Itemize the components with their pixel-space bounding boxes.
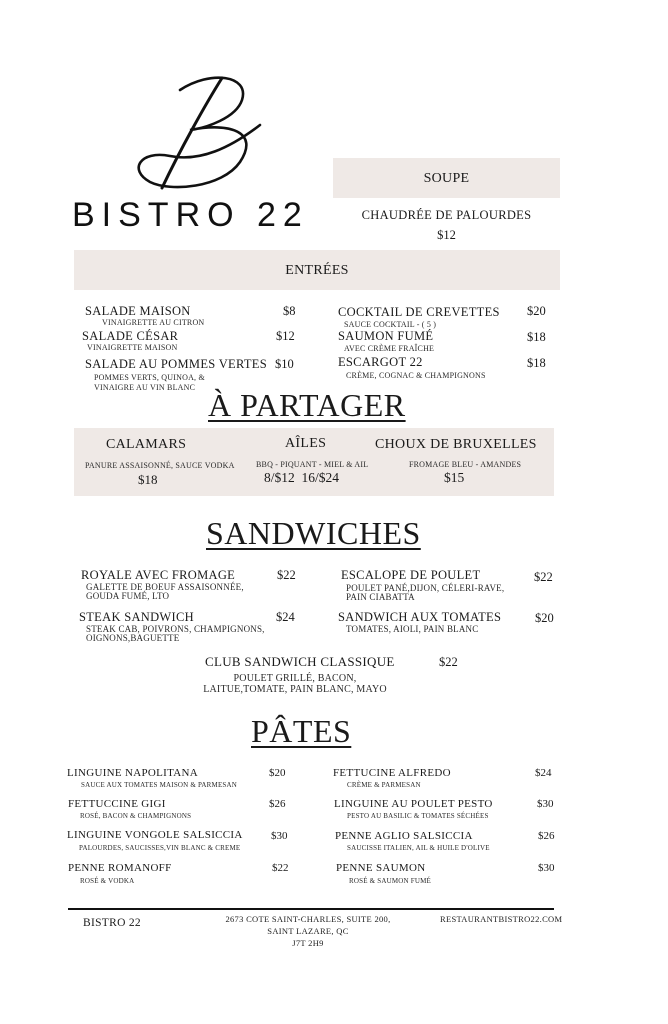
- pates-name: LINGUINE VONGOLE SALSICCIA: [67, 829, 243, 841]
- sandwich-desc: TOMATES, AIOLI, PAIN BLANC: [346, 624, 479, 634]
- entree-name: SAUMON FUMÉ: [338, 329, 434, 343]
- sandwich-desc: GOUDA FUMÉ, LTO: [86, 591, 170, 601]
- pates-desc: CRÈME & PARMESAN: [347, 781, 421, 789]
- soupe-item: CHAUDRÉE DE PALOURDES: [361, 208, 532, 222]
- soupe-price: $12: [437, 228, 456, 242]
- entree-desc: VINAIGRETTE AU CITRON: [102, 318, 205, 327]
- sandwich-price: $24: [276, 610, 295, 624]
- entree-name: ESCARGOT 22: [338, 355, 423, 369]
- pates-price: $26: [538, 830, 555, 842]
- brand-name: BISTRO 22: [72, 196, 309, 234]
- entree-price: $18: [527, 356, 546, 370]
- pates-desc: PALOURDES, SAUCISSES,VIN BLANC & CREME: [79, 844, 241, 852]
- entree-price: $10: [275, 357, 294, 371]
- club-sandwich-desc: POULET GRILLÉ, BACON,: [233, 673, 357, 684]
- sandwich-price: $22: [534, 570, 553, 584]
- pates-name: PENNE SAUMON: [336, 862, 426, 874]
- pates-desc: SAUCISSE ITALIEN, AIL & HUILE D'OLIVE: [347, 844, 490, 852]
- club-sandwich-price: $22: [439, 655, 458, 669]
- partager-price: $18: [138, 472, 158, 487]
- footer-divider: [68, 908, 554, 910]
- entree-desc: POMMES VERTS, QUINOA, &: [94, 373, 205, 382]
- entree-price: $18: [527, 330, 546, 344]
- footer-address-line2: SAINT LAZARE, QC: [267, 926, 349, 936]
- pates-name: LINGUINE NAPOLITANA: [67, 767, 198, 779]
- entree-name: SALADE CÉSAR: [82, 329, 179, 343]
- pates-desc: PESTO AU BASILIC & TOMATES SÉCHÉES: [347, 812, 489, 820]
- partager-name: AÎLES: [285, 436, 327, 451]
- pates-title: PÂTES: [251, 713, 352, 749]
- partager-price: $15: [444, 470, 465, 485]
- footer-website[interactable]: RESTAURANTBISTRO22.COM: [440, 914, 563, 924]
- pates-price: $24: [535, 767, 552, 779]
- pates-price: $26: [269, 798, 286, 810]
- entree-desc: VINAIGRETTE MAISON: [87, 343, 178, 352]
- entree-desc: CRÈME, COGNAC & CHAMPIGNONS: [346, 371, 486, 380]
- entree-price: $20: [527, 304, 546, 318]
- pates-price: $22: [272, 862, 289, 874]
- sandwiches-title: SANDWICHES: [206, 515, 421, 551]
- pates-name: FETTUCINE ALFREDO: [333, 767, 451, 779]
- partager-desc: BBQ - PIQUANT - MIEL & AIL: [256, 460, 369, 469]
- sandwich-name: ROYALE AVEC FROMAGE: [81, 568, 236, 582]
- pates-name: LINGUINE AU POULET PESTO: [334, 798, 493, 810]
- sandwich-name: ESCALOPE DE POULET: [341, 568, 481, 582]
- pates-name: FETTUCCINE GIGI: [68, 798, 166, 810]
- club-sandwich-desc: LAITUE,TOMATE, PAIN BLANC, MAYO: [203, 684, 387, 695]
- entree-name: COCKTAIL DE CREVETTES: [338, 305, 500, 319]
- entree-desc: SAUCE COCKTAIL - ( 5 ): [344, 320, 437, 329]
- entree-desc: AVEC CRÈME FRAÎCHE: [344, 344, 435, 353]
- pates-desc: SAUCE AUX TOMATES MAISON & PARMESAN: [81, 781, 238, 789]
- footer-brand: BISTRO 22: [83, 917, 141, 929]
- sandwich-desc: GALETTE DE BOEUF ASSAISONNÉE,: [86, 582, 244, 592]
- soupe-title: SOUPE: [423, 171, 470, 186]
- sandwich-name: STEAK SANDWICH: [79, 610, 194, 624]
- pates-name: PENNE AGLIO SALSICCIA: [335, 830, 473, 842]
- partager-price: 8/$12 16/$24: [264, 470, 340, 485]
- pates-desc: ROSÉ, BACON & CHAMPIGNONS: [80, 812, 192, 820]
- partager-desc: PANURE ASSAISONNÉ, SAUCE VODKA: [85, 461, 235, 470]
- pates-price: $30: [271, 830, 288, 842]
- entree-name: SALADE MAISON: [85, 304, 191, 318]
- partager-name: CHOUX DE BRUXELLES: [375, 437, 537, 452]
- pates-price: $30: [538, 862, 555, 874]
- partager-title: À PARTAGER: [208, 387, 406, 423]
- footer-address-line1: 2673 COTE SAINT-CHARLES, SUITE 200,: [225, 914, 391, 924]
- pates-desc: ROSÉ & SAUMON FUMÉ: [349, 877, 431, 885]
- sandwich-price: $22: [277, 568, 296, 582]
- pates-price: $20: [269, 767, 286, 779]
- sandwich-name: SANDWICH AUX TOMATES: [338, 610, 502, 624]
- sandwich-desc: POULET PANÉ,DIJON, CÉLERI-RAVE,: [346, 583, 505, 593]
- sandwich-desc: OIGNONS,BAGUETTE: [86, 633, 180, 643]
- club-sandwich-name: CLUB SANDWICH CLASSIQUE: [205, 654, 395, 669]
- partager-name: CALAMARS: [106, 437, 187, 452]
- entree-price: $12: [276, 329, 295, 343]
- sandwich-desc: STEAK CAB, POIVRONS, CHAMPIGNONS,: [86, 624, 265, 634]
- footer-address-line3: J7T 2H9: [292, 938, 324, 948]
- entrees-title: ENTRÉES: [285, 263, 349, 278]
- partager-desc: FROMAGE BLEU - AMANDES: [409, 460, 522, 469]
- sandwich-desc: PAIN CIABATTA: [346, 592, 415, 602]
- bistro-logo-b: [110, 70, 280, 200]
- pates-price: $30: [537, 798, 554, 810]
- entree-name: SALADE AU POMMES VERTES: [85, 357, 267, 371]
- entree-price: $8: [283, 304, 296, 318]
- pates-name: PENNE ROMANOFF: [68, 862, 172, 874]
- pates-desc: ROSÉ & VODKA: [80, 877, 135, 885]
- sandwich-price: $20: [535, 611, 554, 625]
- entree-desc: VINAIGRE AU VIN BLANC: [94, 383, 196, 392]
